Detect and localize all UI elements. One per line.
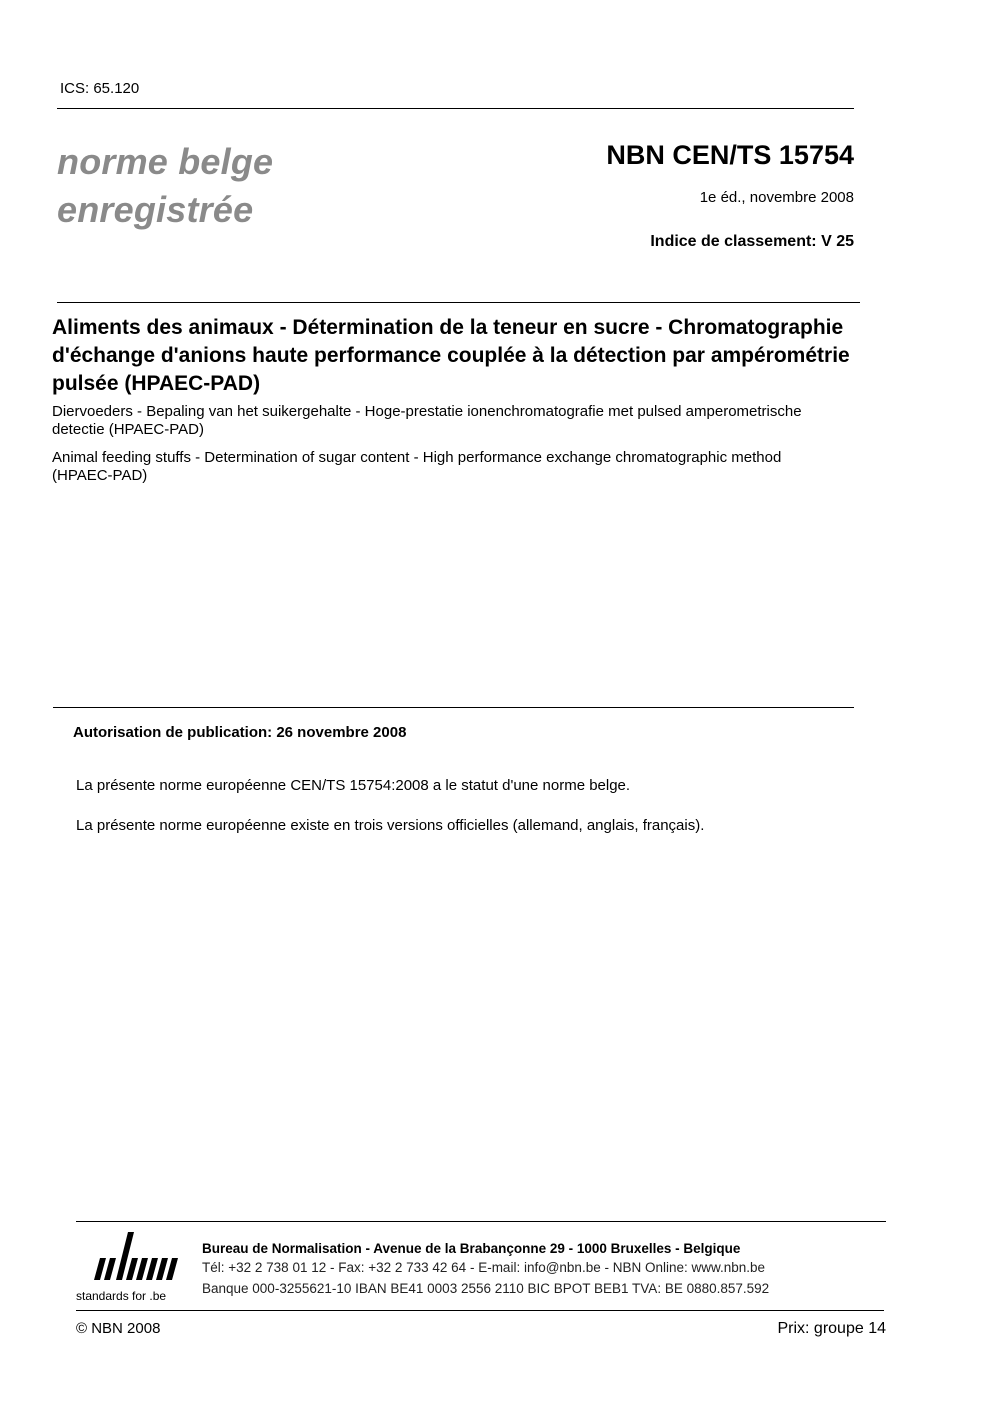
norm-status-line-1: norme belge [57,141,274,182]
norm-status-line-2: enregistrée [57,189,254,230]
footer-address: Bureau de Normalisation - Avenue de la Brabançonne 29 - 1000 Bruxelles - Belgique [202,1241,741,1256]
title-english: Animal feeding stuffs - Determination of sugar content - High performance exchange chromatographic method (HPAEC-PAD) [52,449,782,484]
top-divider [57,108,854,109]
logo-tagline: standards for .be [76,1289,167,1303]
publication-authorisation: Autorisation de publication: 26 novembre 2008 [73,724,407,741]
versions-paragraph: La présente norme européenne existe en trois versions officielles (allemand, anglais, français). [76,817,705,834]
classification-index: Indice de classement: V 25 [650,233,854,250]
footer-bank: Banque 000-3255621-10 IBAN BE41 0003 2556 2110 BIC BPOT BEB1 TVA: BE 0880.857.592 [202,1281,770,1296]
edition-date: 1e éd., novembre 2008 [699,189,854,206]
footer-divider [76,1221,886,1222]
title-dutch: Diervoeders - Bepaling van het suikergehalte - Hoge-prestatie ionenchromatografie met pulsed amperometrische detectie (HPAEC-PAD) [52,403,802,438]
bottom-divider [76,1310,884,1311]
price-group: Prix: groupe 14 [777,1320,886,1337]
footer-contact: Tél: +32 2 738 01 12 - Fax: +32 2 733 42 64 - E-mail: info@nbn.be - NBN Online: www.nbn.be [202,1260,766,1275]
authorisation-divider [53,707,854,708]
title-french: Aliments des animaux - Détermination de la teneur en sucre - Chromatographie d'échange d'anions haute performance couplée à la détection par ampérométrie pulsée (HPAEC-PAD) [52,316,850,395]
title-divider [57,302,860,303]
status-paragraph: La présente norme européenne CEN/TS 15754:2008 a le statut d'une norme belge. [76,777,631,794]
copyright: © NBN 2008 [76,1320,161,1337]
ics-code: ICS: 65.120 [60,80,140,97]
standard-number: NBN CEN/TS 15754 [606,140,854,170]
